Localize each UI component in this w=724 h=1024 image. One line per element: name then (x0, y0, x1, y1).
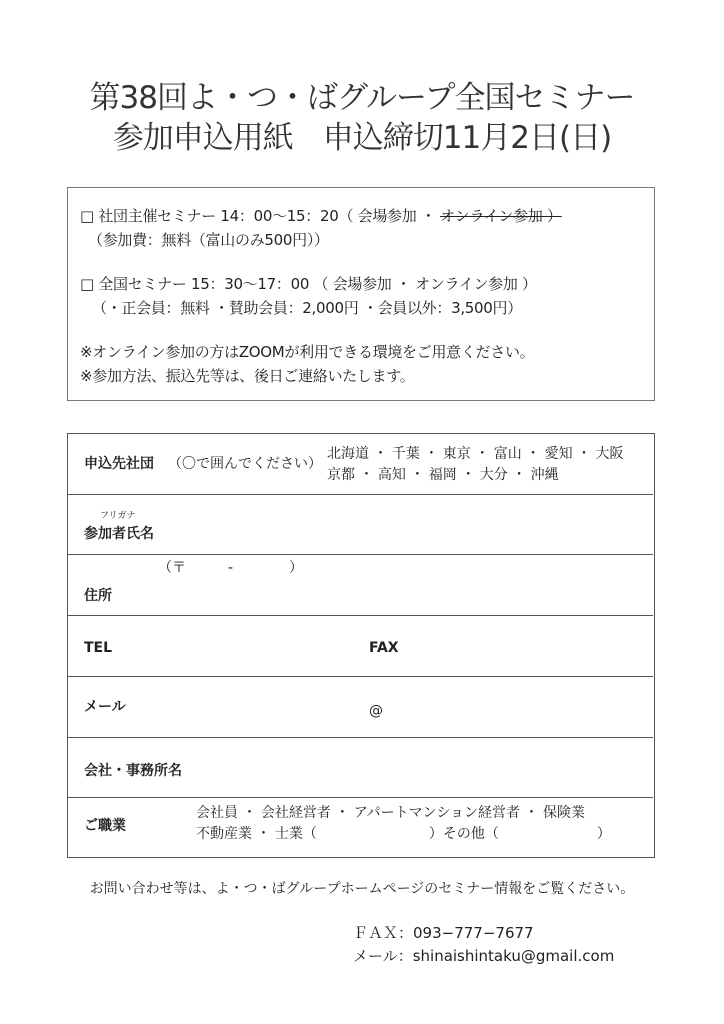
note-contact: ※参加方法、振込先等は、後日ご連絡いたします。 (80, 367, 415, 385)
occupation-label: ご職業 (84, 818, 126, 834)
email-at-sign: @ (369, 703, 383, 719)
application-form (67, 433, 655, 858)
seminar-info-box (67, 187, 655, 401)
seminar2-fee: （・正会員：無料 ・賛助会員：2,000円 ・会員以外：3,500円） (92, 299, 522, 317)
page-subtitle: 参加申込用紙 申込締切11月2日(日) (112, 120, 612, 156)
destination-options-2[interactable]: 京都 ・ 高知 ・ 福岡 ・ 大分 ・ 沖縄 (327, 467, 559, 483)
row-destination[interactable] (68, 434, 653, 495)
contact-email[interactable]: メール：shinaishintaku@gmail.com (353, 947, 615, 965)
email-label: メール (84, 699, 126, 715)
tel-label: TEL (84, 640, 113, 656)
name-label: 参加者氏名 (84, 526, 154, 542)
seminar1-fee: （参加費：無料（富山のみ500円）） (88, 231, 329, 249)
postal-code-field[interactable]: （〒 - ） (158, 560, 304, 576)
contact-fax: ＦＡＸ：093−777−7677 (353, 924, 534, 942)
row-name[interactable] (68, 495, 653, 555)
destination-options-1[interactable]: 北海道 ・ 千葉 ・ 東京 ・ 富山 ・ 愛知 ・ 大阪 (327, 446, 624, 462)
page-title: 第38回よ・つ・ばグループ全国セミナー (89, 80, 635, 116)
row-occupation[interactable] (68, 798, 653, 856)
destination-label: 申込先社団 (84, 456, 154, 472)
destination-hint: （〇で囲んでください） (168, 456, 322, 472)
row-phone[interactable] (68, 616, 653, 677)
occupation-options-2[interactable]: 不動産業 ・ 士業（ ）その他（ ） (196, 826, 611, 842)
row-email[interactable] (68, 677, 653, 738)
row-address[interactable] (68, 555, 653, 616)
seminar1-online-struck: オンライン参加 ） (440, 207, 562, 225)
seminar1-text: □ 社団主催セミナー 14：00〜15：20（ 会場参加 ・ (80, 207, 436, 225)
note-zoom: ※オンライン参加の方はZOOMが利用できる環境をご用意ください。 (80, 343, 535, 361)
inquiry-note: お問い合わせ等は、よ・つ・ばグループホームページのセミナー情報をご覧ください。 (89, 881, 635, 897)
address-label: 住所 (84, 588, 112, 604)
fax-label: FAX (369, 640, 399, 656)
seminar1-line (80, 206, 562, 226)
seminar2-line: □ 全国セミナー 15：30〜17：00 （ 会場参加 ・ オンライン参加 ） (80, 275, 537, 293)
company-label: 会社・事務所名 (84, 763, 182, 779)
row-company[interactable] (68, 738, 653, 798)
occupation-options-1[interactable]: 会社員 ・ 会社経営者 ・ アパートマンション経営者 ・ 保険業 (196, 805, 585, 821)
furigana-label: フリガナ (100, 511, 136, 521)
